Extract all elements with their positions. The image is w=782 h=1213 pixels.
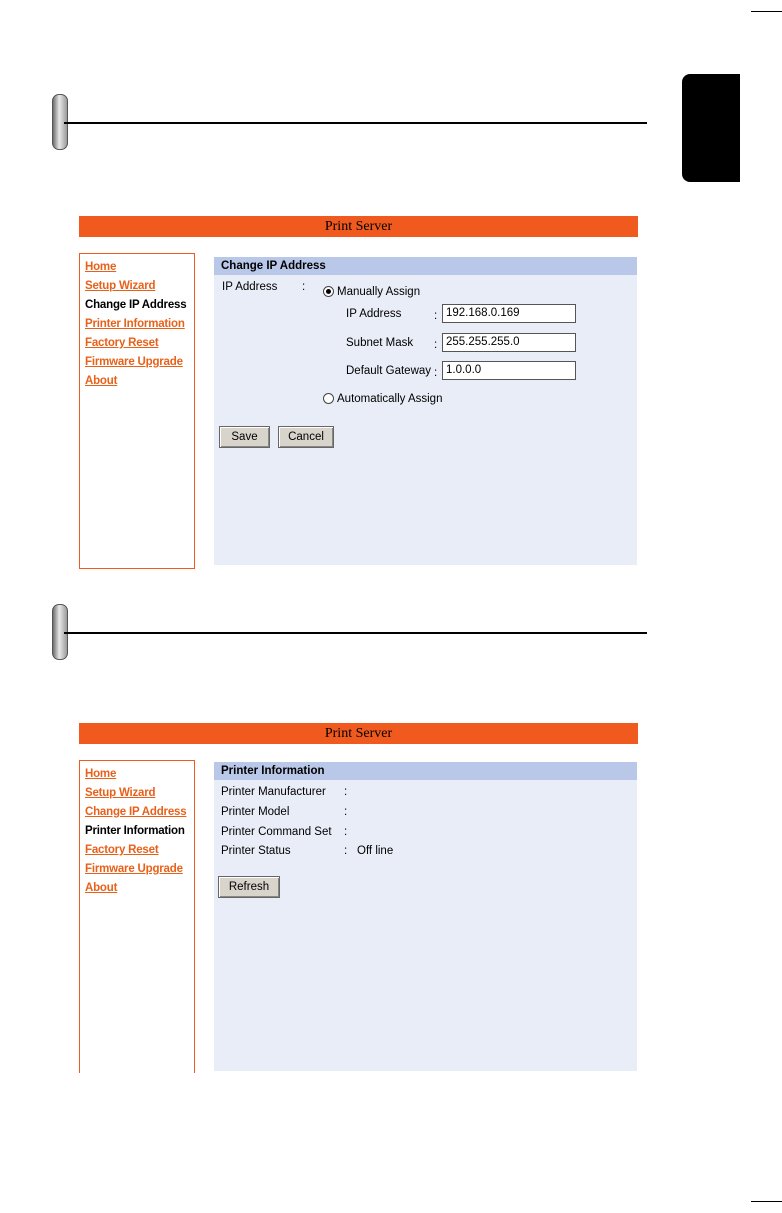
change-ip-panel (214, 257, 637, 565)
panel-title: Printer Information (214, 762, 637, 780)
print-server-banner: Print Server (79, 723, 638, 744)
sidebar-item-setup-wizard[interactable]: Setup Wizard (85, 787, 156, 799)
sidebar-item-change-ip-address[interactable]: Change IP Address (85, 299, 187, 311)
subnet-mask-label: Subnet Mask (346, 337, 414, 349)
info-value: Off line (357, 845, 394, 857)
trim-mark (751, 1201, 782, 1202)
auto-assign-radio[interactable] (323, 393, 334, 404)
sidebar-item-about[interactable]: About (85, 882, 118, 894)
colon: : (434, 339, 438, 351)
sidebar-item-factory-reset[interactable]: Factory Reset (85, 844, 159, 856)
manual-assign-label: Manually Assign (337, 286, 421, 298)
printer-information-panel (214, 762, 637, 1071)
colon: : (344, 845, 348, 857)
ip-field-label: IP Address (346, 308, 402, 320)
auto-assign-label: Automatically Assign (337, 393, 443, 405)
sidebar-item-home[interactable]: Home (85, 261, 117, 273)
cancel-button[interactable]: Cancel (278, 426, 334, 448)
subnet-mask-input[interactable]: 255.255.255.0 (442, 333, 576, 352)
section-divider (64, 632, 647, 634)
sidebar-item-home[interactable]: Home (85, 768, 117, 780)
language-tab (682, 74, 740, 182)
trim-mark (751, 11, 782, 12)
print-server-banner: Print Server (79, 216, 638, 237)
info-label: Printer Status (221, 845, 291, 857)
refresh-button[interactable]: Refresh (218, 876, 280, 898)
info-label: Printer Model (221, 806, 290, 818)
ip-address-label: IP Address (222, 281, 278, 293)
colon: : (434, 310, 438, 322)
sidebar-item-printer-information[interactable]: Printer Information (85, 318, 185, 330)
save-button[interactable]: Save (219, 426, 270, 448)
sidebar-item-about[interactable]: About (85, 375, 118, 387)
colon: : (344, 806, 348, 818)
section-divider (64, 122, 647, 124)
colon: : (344, 826, 348, 838)
sidebar-item-change-ip-address[interactable]: Change IP Address (85, 806, 187, 818)
sidebar-item-firmware-upgrade[interactable]: Firmware Upgrade (85, 356, 183, 368)
sidebar-item-factory-reset[interactable]: Factory Reset (85, 337, 159, 349)
sidebar-item-firmware-upgrade[interactable]: Firmware Upgrade (85, 863, 183, 875)
sidebar-nav (79, 253, 195, 569)
colon: : (302, 281, 306, 293)
info-label: Printer Command Set (221, 826, 332, 838)
colon: : (434, 367, 438, 379)
ip-address-input[interactable]: 192.168.0.169 (442, 304, 576, 323)
sidebar-item-setup-wizard[interactable]: Setup Wizard (85, 280, 156, 292)
manual-assign-radio[interactable] (323, 286, 334, 297)
sidebar-item-printer-information[interactable]: Printer Information (85, 825, 185, 837)
sidebar-nav (79, 760, 195, 1073)
info-label: Printer Manufacturer (221, 786, 326, 798)
default-gateway-input[interactable]: 1.0.0.0 (442, 361, 576, 380)
colon: : (344, 786, 348, 798)
default-gateway-label: Default Gateway (346, 365, 432, 377)
panel-title: Change IP Address (214, 257, 637, 275)
